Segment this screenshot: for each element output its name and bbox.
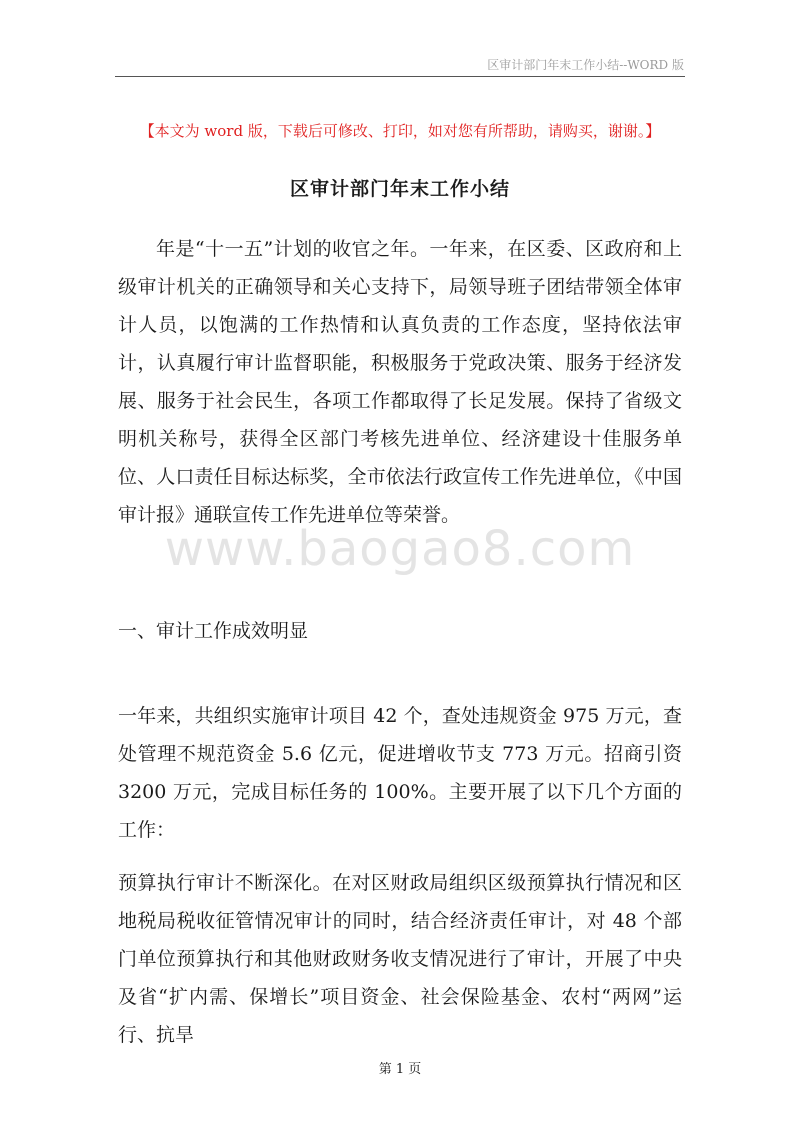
page-number: 第 1 页 [378,1062,422,1077]
section-heading: 一、审计工作成效明显 [118,620,309,642]
document-title: 区审计部门年末工作小结 [289,178,510,200]
intro-paragraph: 年是“十一五”计划的收官之年。一年来，在区委、区政府和上级审计机关的正确领导和关心支持下，局领导班子团结带领全体审计人员，以饱满的工作热情和认真负责的工作态度，坚持依法审计，认真履行审计监督职能，积极服务于党政决策、服务于经济发展、服务于社会民生，各项工作都取得了长足发展。保持了省级文明机关称号，获得全区部门考核先进单位、经济建设十佳服务单位、人口责任目标达标奖，全市依法行政宣传工作先进单位，《中国审计报》通联宣传工作先进单位等荣誉。 [118,238,682,526]
summary-paragraph: 一年来，共组织实施审计项目 42 个，查处违规资金 975 万元，查处管理不规范资金 5.6 亿元，促进增收节支 773 万元。招商引资 3200 万元，完成目标任务的 100%。主要开展了以下几个方面的工作： [118,705,682,841]
budget-audit-paragraph: 预算执行审计不断深化。在对区财政局组织区级预算执行情况和区地税局税收征管情况审计的同时，结合经济责任审计，对 48 个部门单位预算执行和其他财政财务收支情况进行了审计，开展了中央及省“扩内需、保增长”项目资金、社会保险基金、农村“两网”运行、抗旱 [118,872,682,1046]
watermark: www.baogao8.com [164,521,636,577]
running-header: 区审计部门年末工作小结--WORD 版 [487,58,684,72]
header-divider [115,76,685,77]
purchase-notice: 【本文为 word 版，下载后可修改、打印，如对您有所帮助，请购买，谢谢。】 [139,122,661,140]
